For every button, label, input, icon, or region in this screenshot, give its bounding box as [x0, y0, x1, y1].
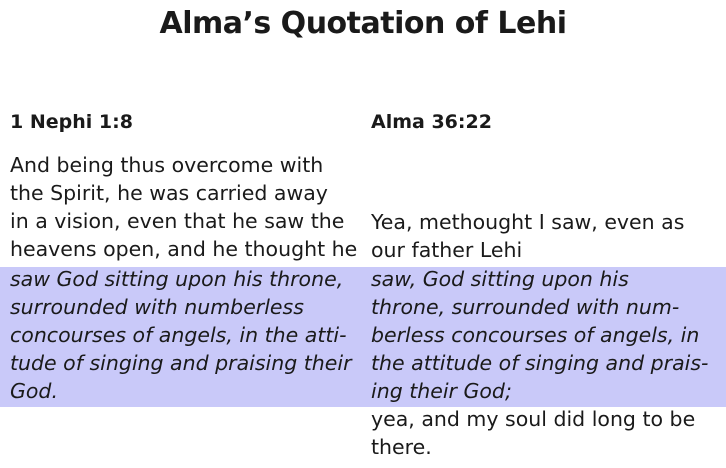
column-heading-1-nephi: 1 Nephi 1:8 [10, 111, 133, 133]
quote-line: tude of singing and praising their [10, 351, 352, 375]
quote-line: saw God sitting upon his throne, [10, 267, 344, 291]
quote-line: God. [10, 379, 58, 403]
text-line: yea, and my soul did long to be [371, 407, 696, 431]
quote-line: saw, God sitting upon his [371, 267, 629, 291]
quote-line: the attitude of singing and prais- [371, 351, 709, 375]
text-line: heavens open, and he thought he [10, 237, 358, 261]
right-intro-text [371, 208, 684, 264]
quote-line: surrounded with numberless [10, 295, 304, 319]
left-intro-text [10, 151, 357, 263]
right-quote-text [371, 265, 708, 405]
quote-line: concourses of angels, in the atti- [10, 323, 347, 347]
page-title: Alma’s Quotation of Lehi [159, 6, 567, 41]
right-after-text [371, 405, 695, 461]
left-quote-text [10, 265, 352, 405]
quote-line: ing their God; [371, 379, 512, 403]
quote-line: berless concourses of angels, in [371, 323, 700, 347]
text-line: there. [371, 435, 432, 459]
text-line: the Spirit, he was carried away [10, 181, 328, 205]
column-heading-alma: Alma 36:22 [371, 111, 492, 133]
text-line: our father Lehi [371, 238, 523, 262]
text-line: in a vision, even that he saw the [10, 209, 345, 233]
text-line: Yea, methought I saw, even as [371, 210, 685, 234]
text-line: And being thus overcome with [10, 153, 324, 177]
quote-line: throne, surrounded with num- [371, 295, 680, 319]
